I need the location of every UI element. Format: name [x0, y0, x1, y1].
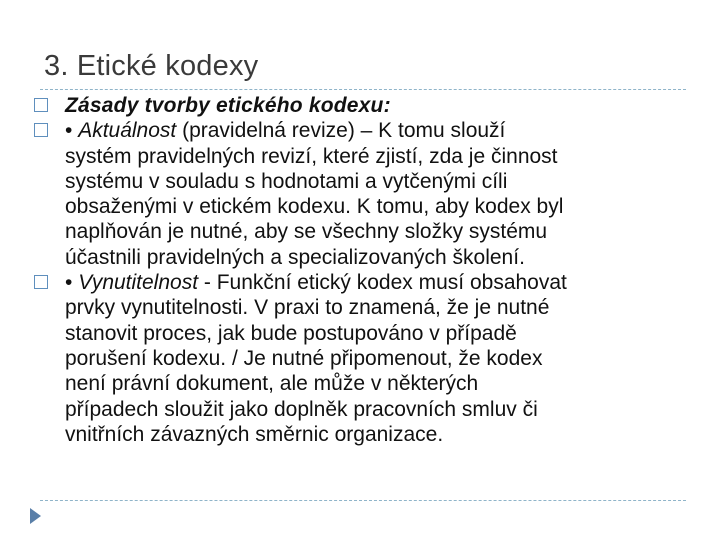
item-line: naplňován je nutné, aby se všechny složky systému	[65, 220, 548, 244]
item-line: systém pravidelných revizí, které zjistí, zda je činnost	[65, 144, 558, 168]
item-line: stanovit proces, jak bude postupováno v případě	[65, 321, 517, 345]
item-term: Aktuálnost	[78, 119, 177, 143]
item-line: prvky vynutitelnosti. V praxi to znamená, že je nutné	[65, 296, 550, 320]
item-term: Vynutitelnost	[78, 271, 199, 295]
item-line: obsaženými v etickém kodexu. K tomu, aby kodex byl	[65, 195, 564, 219]
slide-body	[34, 93, 694, 447]
item-line: porušení kodexu. / Je nutné připomenout, že kodex	[65, 346, 543, 370]
list-item-vynutitelnost	[34, 270, 694, 447]
item-prefix: •	[65, 119, 79, 143]
item-line: (pravidelná revize) – K tomu slouží	[176, 119, 506, 143]
square-bullet-icon	[34, 275, 48, 289]
item-line: případech sloužit jako doplněk pracovních smluv či	[65, 397, 538, 421]
slide-title: 3. Etické kodexy	[44, 50, 259, 82]
item-line: není právní dokument, ale může v některých	[65, 372, 479, 396]
item-prefix: •	[65, 271, 79, 295]
square-bullet-icon	[34, 98, 48, 112]
section-heading: Zásady tvorby etického kodexu:	[65, 94, 391, 117]
item-line: vnitřních závazných směrnic organizace.	[65, 422, 444, 446]
item-line: - Funkční etický kodex musí obsahovat	[198, 271, 567, 295]
item-line: účastnili pravidelných a specializovaných školení.	[65, 245, 525, 269]
heading-line	[34, 93, 694, 118]
footer-divider	[40, 500, 686, 501]
square-bullet-icon	[34, 123, 48, 137]
item-line: systému v souladu s hodnotami a vytčenými cíli	[65, 169, 508, 193]
list-item-aktualnost	[34, 118, 694, 270]
play-arrow-icon	[30, 508, 41, 524]
title-divider	[40, 89, 686, 90]
